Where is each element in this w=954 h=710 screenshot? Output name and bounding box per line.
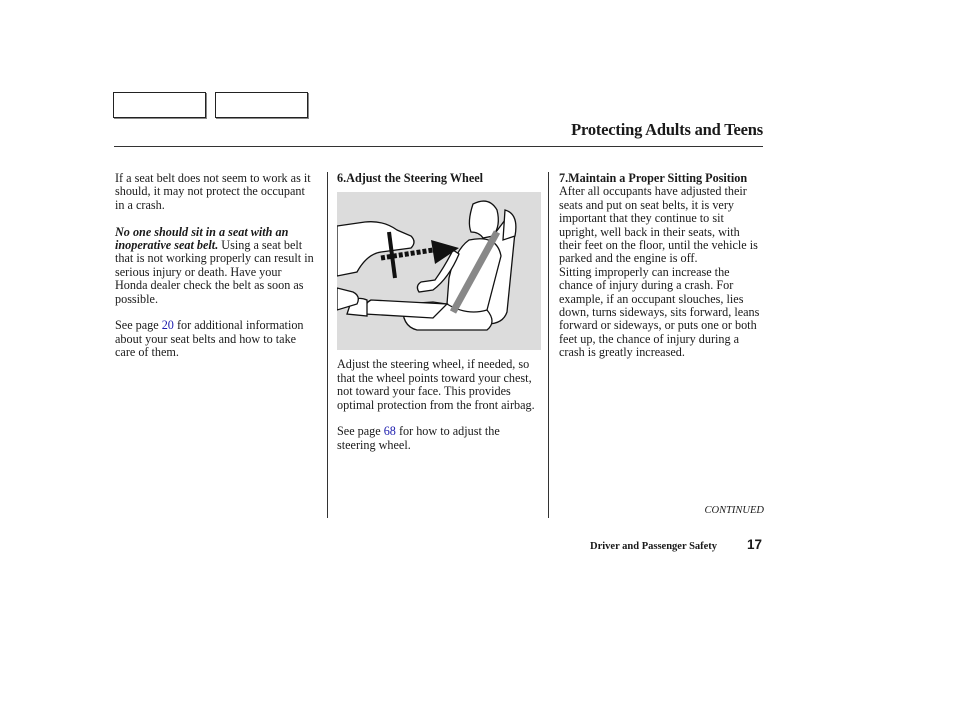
steering-paragraph: Adjust the steering wheel, if needed, so that the wheel points toward your chest, not toward your face. This provides optimal protection from the front airbag. bbox=[337, 357, 535, 412]
sitting-heading-text: Maintain a Proper Sitting Position bbox=[568, 171, 748, 185]
steering-see-page-paragraph bbox=[337, 425, 541, 452]
see-page-prefix: See page bbox=[337, 424, 384, 439]
sitting-heading bbox=[559, 172, 764, 185]
dashboard bbox=[337, 222, 414, 276]
seat-belt-paragraph: If a seat belt does not seem to work as it should, it may not protect the occupant in a crash. bbox=[115, 171, 311, 212]
steering-heading: 6.Adjust the Steering Wheel bbox=[337, 171, 484, 185]
page-20-link[interactable]: 20 bbox=[161, 318, 174, 333]
see-page-suffix: for how to adjust the steering wheel. bbox=[337, 424, 500, 452]
sitting-paragraph-2: Sitting improperly can increase the chance of injury during a crash. For example, if an occupant slouches, lies down, turns sideways, sits forward, leans forward or sideways, or puts one or both feet up, the chance of injury during a crash is greatly increased. bbox=[559, 264, 760, 360]
column-steering-wheel bbox=[337, 172, 541, 452]
warning-text: No one should sit in a seat with an inoperative seat belt. bbox=[115, 224, 289, 253]
column-divider-2 bbox=[548, 172, 549, 518]
sitting-heading-number: 7. bbox=[559, 171, 569, 185]
see-page-prefix: See page bbox=[115, 318, 162, 333]
warning-paragraph bbox=[115, 226, 315, 306]
occupant-leg bbox=[365, 300, 447, 318]
section-label: Driver and Passenger Safety bbox=[590, 541, 718, 552]
warning-detail: Using a seat belt that is not working properly can result in serious injury or death. Have your Honda dealer check the belt as soon as possible. bbox=[115, 238, 314, 306]
nav-previous-button[interactable] bbox=[113, 92, 206, 118]
page-number: 17 bbox=[747, 537, 763, 552]
continued-label: CONTINUED bbox=[704, 505, 764, 516]
nav-next-button[interactable] bbox=[215, 92, 308, 118]
page-title: Protecting Adults and Teens bbox=[571, 120, 763, 139]
column-seat-belt-info bbox=[115, 172, 315, 360]
headrest bbox=[503, 210, 516, 240]
steering-wheel-illustration bbox=[337, 192, 541, 350]
column-sitting-position bbox=[559, 172, 764, 360]
see-page-suffix: for additional information about your seat belts and how to take care of them. bbox=[115, 318, 304, 360]
see-page-paragraph bbox=[115, 319, 315, 359]
driver-seat-drawing bbox=[337, 192, 541, 350]
sitting-paragraph-1: After all occupants have adjusted their seats and put on seat belts, it is very important that they continue to sit upright, well back in their seats, with their feet on the floor, until the vehicle is parked and the engine is off. bbox=[559, 184, 758, 266]
title-divider bbox=[114, 146, 763, 147]
page-68-link[interactable]: 68 bbox=[383, 424, 396, 439]
column-divider-1 bbox=[327, 172, 328, 518]
